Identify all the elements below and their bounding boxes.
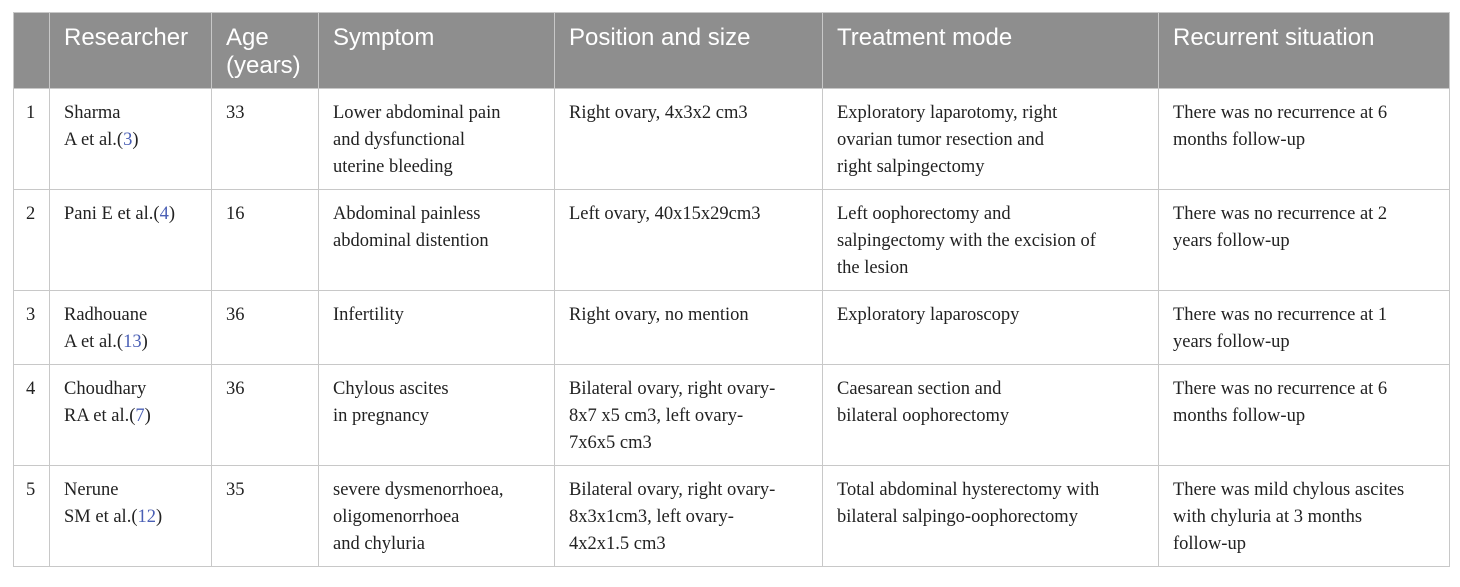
- column-header-researcher: [50, 13, 212, 89]
- position-line: Left ovary, 40x15x29cm3: [569, 204, 761, 224]
- cell-position-size: [555, 291, 823, 365]
- recurrence-line: There was no recurrence at 2: [1173, 204, 1388, 224]
- recurrence-line: There was no recurrence at 6: [1173, 103, 1388, 123]
- position-line: 8x7 x5 cm3, left ovary-: [569, 406, 744, 426]
- recurrence-line: There was no recurrence at 6: [1173, 379, 1388, 399]
- cell-age: 35: [212, 466, 319, 567]
- position-line: Right ovary, 4x3x2 cm3: [569, 103, 748, 123]
- cell-symptom: [319, 291, 555, 365]
- table-row: [14, 466, 1450, 567]
- treatment-line: salpingectomy with the excision of: [837, 231, 1096, 251]
- symptom-line: severe dysmenorrhoea,: [333, 480, 504, 500]
- position-line: 7x6x5 cm3: [569, 433, 652, 453]
- cell-recurrence: [1159, 365, 1450, 466]
- column-header-recurrence: [1159, 13, 1450, 89]
- case-report-table: [13, 12, 1450, 567]
- cell-age: 16: [212, 190, 319, 291]
- treatment-line: bilateral salpingo-oophorectomy: [837, 507, 1078, 527]
- treatment-line: bilateral oophorectomy: [837, 406, 1010, 426]
- recurrence-line: months follow-up: [1173, 406, 1306, 426]
- header-row: [14, 13, 1450, 89]
- cell-position-size: [555, 365, 823, 466]
- cell-treatment: [823, 190, 1159, 291]
- recurrence-line: There was no recurrence at 1: [1173, 305, 1388, 325]
- treatment-line: Left oophorectomy and: [837, 204, 1011, 224]
- table-row: [14, 291, 1450, 365]
- column-header-label: Recurrent situation: [1173, 24, 1375, 51]
- column-header-symptom: [319, 13, 555, 89]
- cell-position-size: [555, 190, 823, 291]
- row-number: 2: [14, 190, 50, 291]
- treatment-line: Caesarean section and: [837, 379, 1002, 399]
- cell-researcher: [50, 466, 212, 567]
- symptom-line: and dysfunctional: [333, 130, 466, 150]
- recurrence-line: follow-up: [1173, 534, 1246, 554]
- column-header-label: Symptom: [333, 24, 435, 51]
- researcher-line: RA et al.(7): [64, 406, 151, 426]
- researcher-line: Sharma: [64, 103, 121, 123]
- position-line: Right ovary, no mention: [569, 305, 749, 325]
- table-container: [13, 12, 1449, 567]
- citation-link[interactable]: 13: [123, 332, 142, 352]
- cell-researcher: [50, 365, 212, 466]
- cell-researcher: [50, 89, 212, 190]
- cell-symptom: [319, 190, 555, 291]
- recurrence-line: years follow-up: [1173, 231, 1290, 251]
- researcher-line: A et al.(3): [64, 130, 139, 150]
- treatment-line: ovarian tumor resection and: [837, 130, 1045, 150]
- row-number: 1: [14, 89, 50, 190]
- symptom-line: Lower abdominal pain: [333, 103, 501, 123]
- cell-position-size: [555, 89, 823, 190]
- treatment-line: Exploratory laparoscopy: [837, 305, 1020, 325]
- cell-treatment: [823, 466, 1159, 567]
- column-header-label: Age: [226, 24, 269, 51]
- symptom-line: Chylous ascites: [333, 379, 449, 399]
- symptom-line: oligomenorrhoea: [333, 507, 460, 527]
- symptom-line: Infertility: [333, 305, 404, 325]
- treatment-line: right salpingectomy: [837, 157, 985, 177]
- row-number: 5: [14, 466, 50, 567]
- recurrence-line: There was mild chylous ascites: [1173, 480, 1405, 500]
- cell-treatment: [823, 89, 1159, 190]
- cell-recurrence: [1159, 190, 1450, 291]
- table-row: [14, 89, 1450, 190]
- symptom-line: and chyluria: [333, 534, 425, 554]
- column-header-label: Researcher: [64, 24, 189, 51]
- cell-age: 36: [212, 365, 319, 466]
- cell-recurrence: [1159, 291, 1450, 365]
- recurrence-line: years follow-up: [1173, 332, 1290, 352]
- cell-age: 36: [212, 291, 319, 365]
- column-header-position: [555, 13, 823, 89]
- recurrence-line: months follow-up: [1173, 130, 1306, 150]
- symptom-line: in pregnancy: [333, 406, 430, 426]
- citation-link[interactable]: 7: [135, 406, 145, 426]
- symptom-line: uterine bleeding: [333, 157, 453, 177]
- symptom-line: abdominal distention: [333, 231, 489, 251]
- researcher-line: Pani E et al.(4): [64, 204, 175, 224]
- position-line: Bilateral ovary, right ovary-: [569, 379, 776, 399]
- researcher-line: SM et al.(12): [64, 507, 163, 527]
- row-number: 4: [14, 365, 50, 466]
- position-line: 8x3x1cm3, left ovary-: [569, 507, 734, 527]
- cell-symptom: [319, 365, 555, 466]
- cell-researcher: [50, 291, 212, 365]
- researcher-line: Nerune: [64, 480, 119, 500]
- cell-position-size: [555, 466, 823, 567]
- cell-researcher: [50, 190, 212, 291]
- cell-treatment: [823, 291, 1159, 365]
- treatment-line: Exploratory laparotomy, right: [837, 103, 1058, 123]
- position-line: Bilateral ovary, right ovary-: [569, 480, 776, 500]
- column-header-age: [212, 13, 319, 89]
- researcher-line: A et al.(13): [64, 332, 148, 352]
- citation-link[interactable]: 4: [159, 204, 169, 224]
- researcher-line: Choudhary: [64, 379, 147, 399]
- cell-symptom: [319, 89, 555, 190]
- researcher-line: Radhouane: [64, 305, 148, 325]
- column-header-label: Treatment mode: [837, 24, 1013, 51]
- row-number: 3: [14, 291, 50, 365]
- cell-recurrence: [1159, 466, 1450, 567]
- treatment-line: the lesion: [837, 258, 909, 278]
- cell-recurrence: [1159, 89, 1450, 190]
- table-row: [14, 365, 1450, 466]
- treatment-line: Total abdominal hysterectomy with: [837, 480, 1100, 500]
- cell-symptom: [319, 466, 555, 567]
- column-header-treatment: [823, 13, 1159, 89]
- column-header-label: Position and size: [569, 24, 751, 51]
- symptom-line: Abdominal painless: [333, 204, 481, 224]
- cell-age: 33: [212, 89, 319, 190]
- recurrence-line: with chyluria at 3 months: [1173, 507, 1363, 527]
- cell-treatment: [823, 365, 1159, 466]
- table-row: [14, 190, 1450, 291]
- citation-link[interactable]: 3: [123, 130, 133, 150]
- table-body: [14, 89, 1450, 567]
- column-header-index: [14, 13, 50, 89]
- position-line: 4x2x1.5 cm3: [569, 534, 666, 554]
- citation-link[interactable]: 12: [137, 507, 156, 527]
- column-header-label: (years): [226, 52, 301, 79]
